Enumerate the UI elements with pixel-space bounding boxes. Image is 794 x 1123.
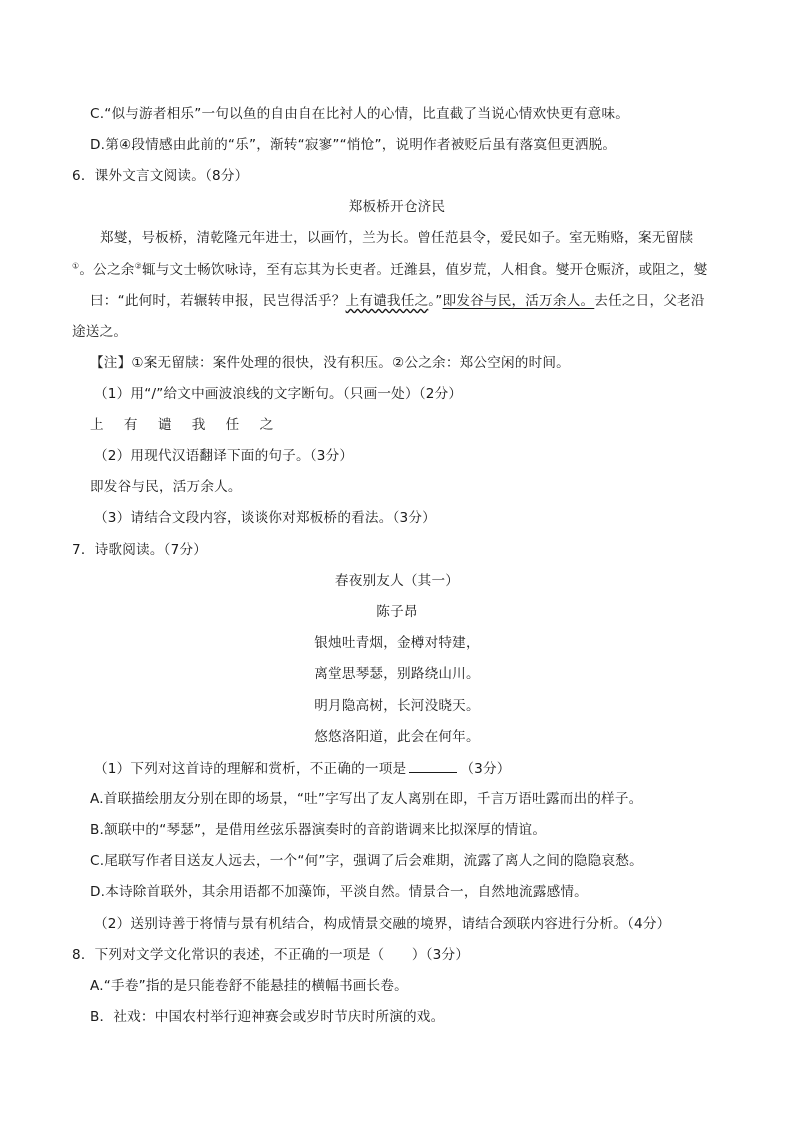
q7-option-a: A.首联描绘朋友分别在即的场景，“吐”字写出了友人离别在即，千言万语吐露而出的样子。 [90,791,643,807]
q5-option-d: D.第④段情感由此前的“乐”，渐转“寂寥”“悄怆”，说明作者被贬后虽有落寞但更洒脱。 [90,137,617,153]
q6-sub2-prompt: （2）用现代汉语翻译下面的句子。（3分） [94,448,354,464]
q8-option-a: A.“手卷”指的是只能卷舒不能悬挂的横幅书画长卷。 [90,978,408,994]
q6-passage-line2-a: 。公之余 [79,262,135,278]
q6-sub1-prompt: （1）用“/”给文中画波浪线的文字断句。（只画一处）（2分） [94,386,463,402]
q5-option-c: C.“似与游者相乐”一句以鱼的自由自在比衬人的心情，比直截了当说心情欢快更有意味。 [90,106,630,122]
q7-sub1-points: （3分） [460,761,511,777]
q8-header: 8．下列对文学文化常识的表述，不正确的一项是（ ）（3分） [72,947,470,963]
q6-note: 【注】①案无留牍：案件处理的很快，没有积压。②公之余：郑公空闲的时间。 [90,355,570,371]
q7-poem-title: 春夜别友人（其一） [334,573,460,589]
q7-option-d: D.本诗除首联外，其余用语都不加藻饰，平淡自然。情景合一，自然地流露感情。 [90,884,588,900]
q6-sub3-prompt: （3）请结合文段内容，谈谈你对郑板桥的看法。（3分） [94,510,436,526]
q6-passage-line1: 郑燮，号板桥，清乾隆元年进士，以画竹，兰为长。曾任范县令，爱民如子。室无贿赂，案无留牍 [100,230,694,246]
q7-sub1-prompt-text: （1）下列对这首诗的理解和赏析，不正确的一项是 [94,761,407,777]
q6-passage-line3-b: 。” [428,293,443,309]
q7-poem-author: 陈子昂 [376,604,418,620]
q7-poem-line: 银烛吐青烟，金樽对特建， [314,635,480,651]
q6-passage-line3 [90,291,705,311]
q7-header: 7．诗歌阅读。（7分） [72,542,208,558]
q7-sub2-prompt: （2）送别诗善于将情与景有机结合，构成情景交融的境界，请结合颈联内容进行分析。（4分） [94,916,671,932]
footnote-marker-2: ② [134,261,142,271]
q7-poem-line: 悠悠洛阳道，此会在何年。 [314,729,480,745]
q7-sub1-prompt [94,758,511,779]
q6-sub1-text: 上 有 谴 我 任 之 [90,417,282,433]
q6-passage-title: 郑板桥开仓济民 [348,199,446,215]
q6-passage-line2 [72,260,707,280]
footnote-marker-1: ① [72,261,80,271]
q8-option-b: B．社戏：中国农村举行迎神赛会或岁时节庆时所演的戏。 [90,1009,445,1025]
q7-option-c: C.尾联写作者目送友人远去，一个“何”字，强调了后会难期，流露了离人之间的隐隐哀愁。 [90,853,643,869]
q6-passage-line2-b: 辄与文士畅饮咏诗，至有忘其为长吏者。迁潍县，值岁荒，人相食。燮开仓赈济，或阻之，燮 [141,262,708,278]
q6-passage-line3-c: 去任之日，父老沿 [594,293,705,309]
q6-sub2-text: 即发谷与民，活万余人。 [90,479,242,495]
underlined-sentence: 即发谷与民，活万余人。 [442,293,595,309]
q7-option-b: B.颔联中的“琴瑟”，是借用丝弦乐器演奏时的音韵谐调来比拟深厚的情谊。 [90,822,547,838]
q6-header: 6．课外文言文阅读。（8分） [72,168,249,184]
q7-poem-line: 明月隐高树，长河没晓天。 [314,698,480,714]
q6-passage-line3-a: 曰：“此何时，若辗转申报，民岂得活乎？ [90,293,346,309]
answer-blank [409,758,457,773]
wavy-underlined-text: 上有谴我任之 [345,293,429,309]
q7-poem-line: 离堂思琴瑟，别路绕山川。 [314,666,480,682]
q6-passage-line4: 途送之。 [72,324,128,340]
